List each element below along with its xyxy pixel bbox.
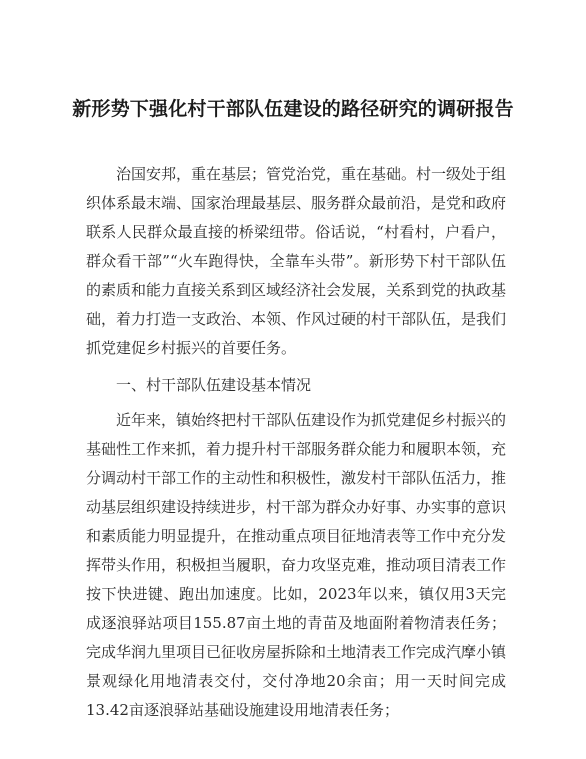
document-title: 新形势下强化村干部队伍建设的路径研究的调研报告 [72, 98, 514, 120]
section-heading: 一、村干部队伍建设基本情况 [116, 376, 312, 394]
document-body [86, 160, 506, 725]
intro-paragraph: 治国安邦，重在基层；管党治党，重在基础。村一级处于组织体系最末端、国家治理最基层、服务群众最前沿，是党和政府联系人民群众最直接的桥梁纽带。俗话说，“村看村，户看户，群众看干部”“火车跑得快，全靠车头带”。新形势下村干部队伍的素质和能力直接关系到区域经济社会发展，关系到党的执政基础，着力打造一支政治、本领、作风过硬的村干部队伍，是我们抓党建促乡村振兴的首要任务。 [86, 165, 507, 357]
paragraph-spacer [86, 363, 506, 369]
body-paragraph: 近年来，镇始终把村干部队伍建设作为抓党建促乡村振兴的基础性工作来抓，着力提升村干部服务群众能力和履职本领，充分调动村干部工作的主动性和积极性，激发村干部队伍活力，推动基层组织建设持续进步，村干部为群众办好事、办实事的意识和素质能力明显提升，在推动重点项目征地清表等工作中充分发挥带头作用，积极担当履职，奋力攻坚克难，推动项目清表工作按下快进键、跑出加速度。比如，2023年以来，镇仅用3天完成逐浪驿站项目155.87亩土地的青苗及地面附着物清表任务；完成华润九里项目已征收房屋拆除和土地清表工作完成汽摩小镇景观绿化用地清表交付，交付净地20余亩；用一天时间完成13.42亩逐浪驿站基础设施建设用地清表任务； [86, 411, 507, 719]
